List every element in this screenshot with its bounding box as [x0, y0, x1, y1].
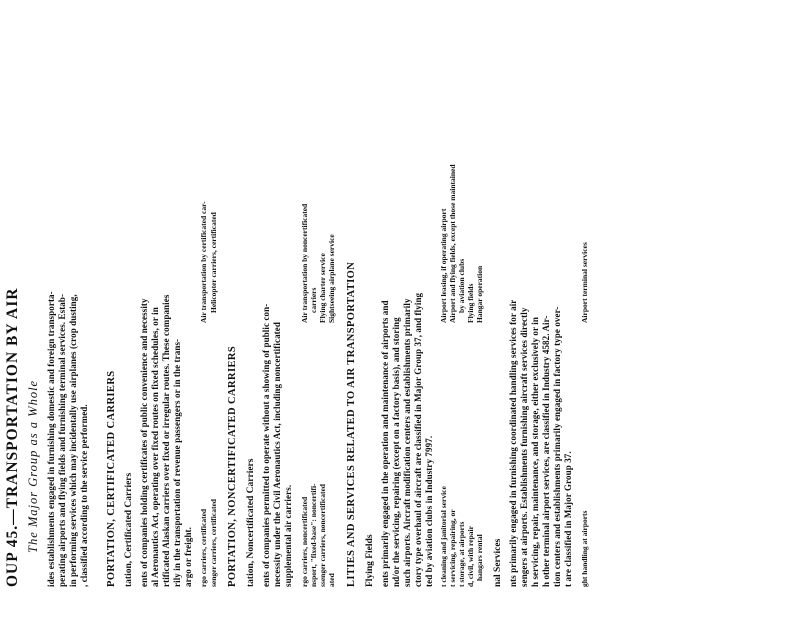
index-item: Sightseeing airplane service — [327, 234, 336, 323]
index-item: Airport terminal services — [580, 242, 589, 323]
body-line: argo or freight. — [183, 526, 193, 587]
index-item: hangars rental — [475, 534, 484, 581]
index-item: Air transportation by noncertificated — [300, 203, 309, 323]
intro-line: , classified according to the service performed. — [79, 404, 89, 587]
body-line: nd/or the servicing, repairing (except on a factory basis), and storing — [391, 317, 401, 587]
body-line: ents of companies holding certificates of public convenience and necessity — [139, 298, 149, 587]
body-line: sengers at airports. Establishments furnishing aircraft services directly — [519, 307, 529, 587]
body-line: rily in the transportation of revenue passengers or in the trans- — [172, 338, 182, 587]
body-line: rtificated Alaskan carriers over fixed or irregular routes. These companies — [161, 294, 171, 587]
body-line: necessity under the Civil Aeronautics Act, including noncertificated — [272, 322, 282, 587]
index-item: t cleaning and janitorial service — [439, 486, 448, 587]
section-heading: PORTATION, CERTIFICATED CARRIERS — [106, 370, 117, 587]
section-subheading: tation, Certificated Carriers — [124, 472, 134, 587]
body-line: h other terminal airport services, are classified in Industry 4582. Air- — [541, 315, 551, 587]
index-item: rgo carriers, certificated — [199, 508, 208, 587]
index-item: rgo carriers, noncertificated — [300, 496, 309, 587]
index-item: Flying charter service — [318, 253, 327, 323]
index-item: d, civil, with repair — [466, 526, 475, 587]
index-item: senger carriers, certificated — [209, 499, 218, 587]
index-item: by aviation clubs — [457, 258, 466, 313]
index-item: Hangar operation — [475, 265, 484, 323]
index-item: Helicopter carriers, certificated — [209, 212, 218, 313]
body-line: ctory type overhaul of aircraft are classified in Major Group 37, and flying — [413, 292, 423, 587]
index-item: Flying fields — [466, 283, 475, 323]
major-group-title: OUP 45.—TRANSPORTATION BY AIR — [4, 287, 21, 587]
intro-line: perating airports and flying fields and furnishing terminal services. Estab- — [57, 293, 67, 587]
intro-line: in performing services which may incidentally use airplanes (crop dusting, — [68, 294, 78, 587]
body-line: nts primarily engaged in furnishing coordinated handling services for air — [508, 299, 518, 587]
index-item: Air transportation by certificated car- — [199, 201, 208, 323]
body-line: ents primarily engaged in the operation and maintenance of airports and — [380, 300, 390, 587]
page-number — [0, 93, 1, 116]
index-item: carriers — [309, 287, 318, 313]
group-subtitle: The Major Group as a Whole — [26, 379, 40, 553]
index-item: ated — [327, 573, 336, 587]
body-line: supplemental air carriers. — [283, 484, 293, 587]
index-item: Airport and flying fields, except those maintained — [448, 164, 457, 323]
running-head — [0, 344, 1, 587]
body-line: t are classified in Major Group 37. — [563, 451, 573, 587]
body-line: such airports. Aircraft modification centers and establishments primarily — [402, 298, 412, 587]
section-subheading: Flying Fields — [365, 534, 375, 587]
scanned-page — [0, 73, 785, 593]
body-line: h servicing, repair, maintenance, and storage, either exclusively or in — [530, 317, 540, 587]
index-item: t storage, at airports — [457, 521, 466, 587]
index-item: ght handling at airports — [580, 510, 589, 587]
section-subheading: nal Services — [493, 538, 503, 587]
section-subheading: tation, Noncertificated Carriers — [246, 458, 256, 587]
body-line: ents of companies permitted to operate without a showing of public con- — [261, 303, 271, 587]
section-heading: PORTATION, NONCERTIFICATED CARRIERS — [227, 345, 238, 587]
index-item: ssenger carriers, noncertificated — [318, 484, 327, 587]
body-line: ted by aviation clubs in Industry 7997. — [424, 435, 434, 587]
index-item: Airport leasing, if operating airport — [439, 208, 448, 323]
intro-line: ides establishments engaged in furnishing domestic and foreign transporta- — [46, 291, 56, 587]
section-heading: LITIES AND SERVICES RELATED TO AIR TRANSPORTATION — [346, 261, 357, 587]
index-item: nsport, "fixed-base": noncertifi- — [309, 483, 318, 587]
body-line: al Aeronautics Act, operating over fixed routes on fixed schedules, or in — [150, 307, 160, 587]
body-line: tion centers and establishments primarily engaged in factory type over- — [552, 306, 562, 587]
index-item: t servicing, repairing, or — [448, 509, 457, 587]
